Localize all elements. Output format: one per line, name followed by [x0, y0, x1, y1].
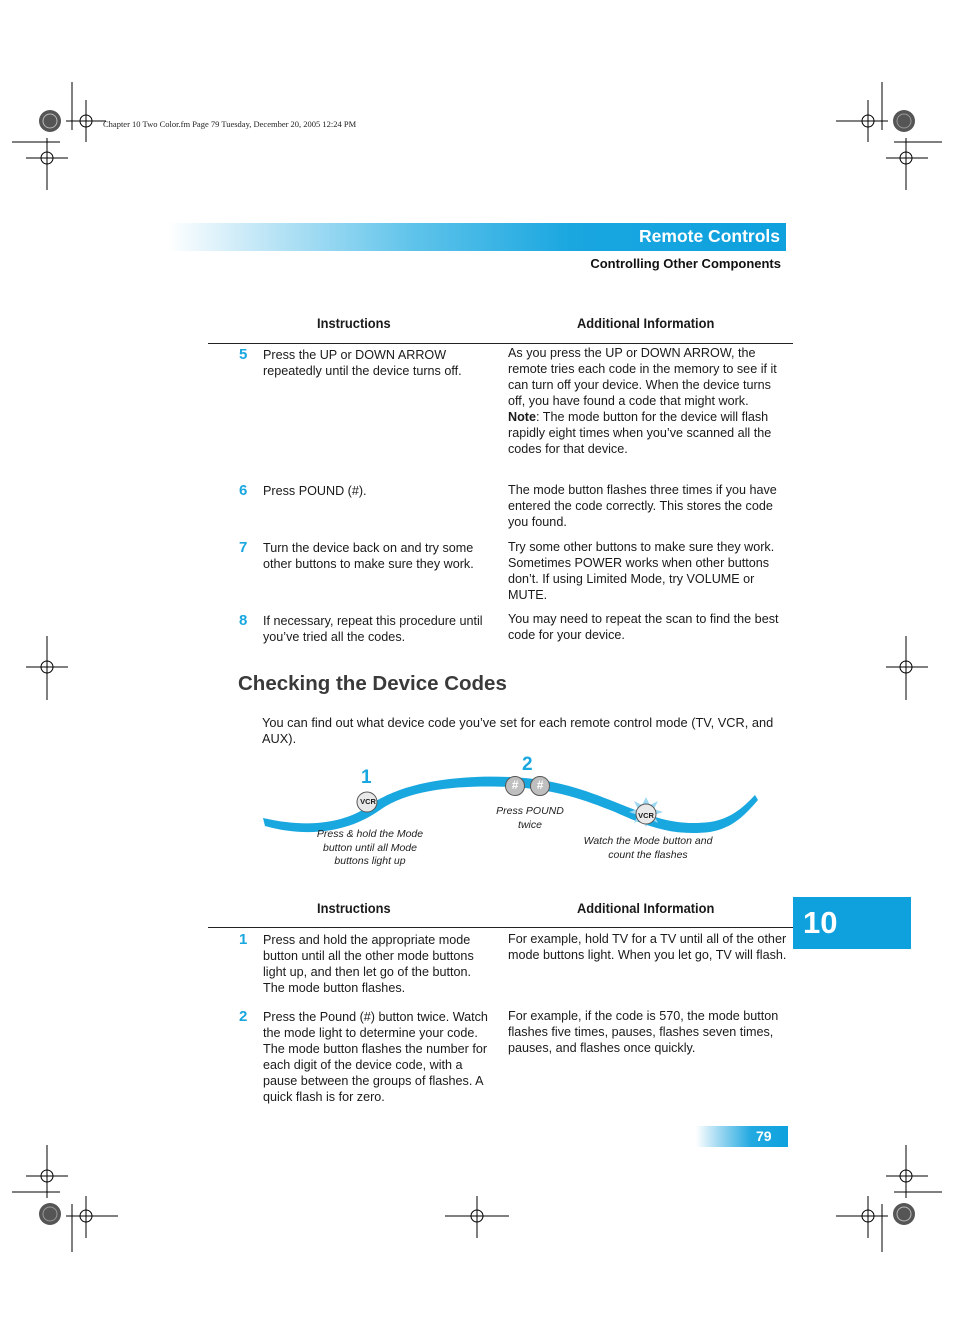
- diagram-caption-pound: Press POUND twice: [496, 805, 564, 831]
- step-number: 1: [239, 931, 248, 948]
- diagram-step-2: 2: [522, 754, 533, 775]
- diagram-caption-watch: Watch the Mode button and count the flashes: [583, 835, 713, 861]
- step-info: The mode button flashes three times if you have entered the code correctly. This stores the code you found.: [508, 483, 777, 529]
- chapter-tab: [793, 897, 911, 949]
- vcr-label: VCR: [638, 811, 654, 820]
- diagram-caption-hold: Press & hold the Mode button until all Mode buttons light up: [316, 828, 424, 867]
- section-title: Checking the Device Codes: [238, 672, 507, 695]
- step-number: 7: [239, 539, 248, 556]
- step-instruction: If necessary, repeat this procedure until you’ve tried all the codes.: [263, 614, 483, 644]
- step-info: For example, if the code is 570, the mode button flashes five times, pauses, flashes seven times, pauses, and flashes once quickly.: [508, 1009, 779, 1055]
- table2-instructions-header: Instructions: [317, 900, 391, 916]
- step-number: 8: [239, 612, 248, 629]
- step-instruction: Press the Pound (#) button twice. Watch the mode light to determine your code. The mode button flashes the number for each digit of the device code, with a pause between the groups of flashes. A quick flash is for zero.: [263, 1010, 488, 1104]
- step-instruction: Press the UP or DOWN ARROW repeatedly until the device turns off.: [263, 348, 462, 378]
- step-info: [508, 345, 788, 457]
- diagram-step-1: 1: [361, 767, 372, 788]
- note-text: : The mode button for the device will flash rapidly eight times when you’ve scanned all the codes for that device.: [508, 410, 772, 456]
- table1-additional-header: Additional Information: [577, 315, 715, 331]
- table2-additional-header: Additional Information: [577, 900, 715, 916]
- table2-header-rule: [208, 927, 793, 928]
- step-instruction: Turn the device back on and try some other buttons to make sure they work.: [263, 541, 474, 571]
- step-number: 5: [239, 346, 248, 363]
- chapter-number: 10: [803, 905, 838, 940]
- chapter-title: Remote Controls: [639, 226, 780, 246]
- step-info: Try some other buttons to make sure they work. Sometimes POWER works when other buttons don’t. If using Limited Mode, try VOLUME or MUTE.: [508, 540, 775, 602]
- step-info: You may need to repeat the scan to find the best code for your device.: [508, 612, 779, 642]
- page-number: 79: [756, 1128, 772, 1144]
- table1-instructions-header: Instructions: [317, 315, 391, 331]
- step-instruction: Press and hold the appropriate mode button until all the other mode buttons light up, and then let go of the button. The mode button flashes.: [263, 933, 474, 995]
- page-number-bar: [696, 1126, 788, 1147]
- printer-slug-line: Chapter 10 Two Color.fm Page 79 Tuesday, December 20, 2005 12:24 PM: [103, 119, 357, 129]
- step-number: 6: [239, 482, 248, 499]
- step-number: 2: [239, 1008, 248, 1025]
- section-intro: You can find out what device code you’ve set for each remote control mode (TV, VCR, and AUX).: [262, 715, 774, 746]
- section-subtitle: Controlling Other Components: [590, 256, 781, 271]
- vcr-label: VCR: [360, 797, 376, 806]
- pound-symbol: #: [536, 778, 544, 792]
- pound-symbol: #: [511, 778, 519, 792]
- note-label: Note: [508, 410, 536, 424]
- step-info-text: As you press the UP or DOWN ARROW, the remote tries each code in the memory to see if it can turn off your device. When the device turns off, you have found a code that might work.: [508, 346, 777, 408]
- step-instruction: Press POUND (#).: [263, 484, 367, 498]
- step-info: For example, hold TV for a TV until all of the other mode buttons light. When you let go, TV will flash.: [508, 932, 787, 962]
- header-banner: [168, 223, 786, 251]
- table1-header-rule: [208, 343, 793, 344]
